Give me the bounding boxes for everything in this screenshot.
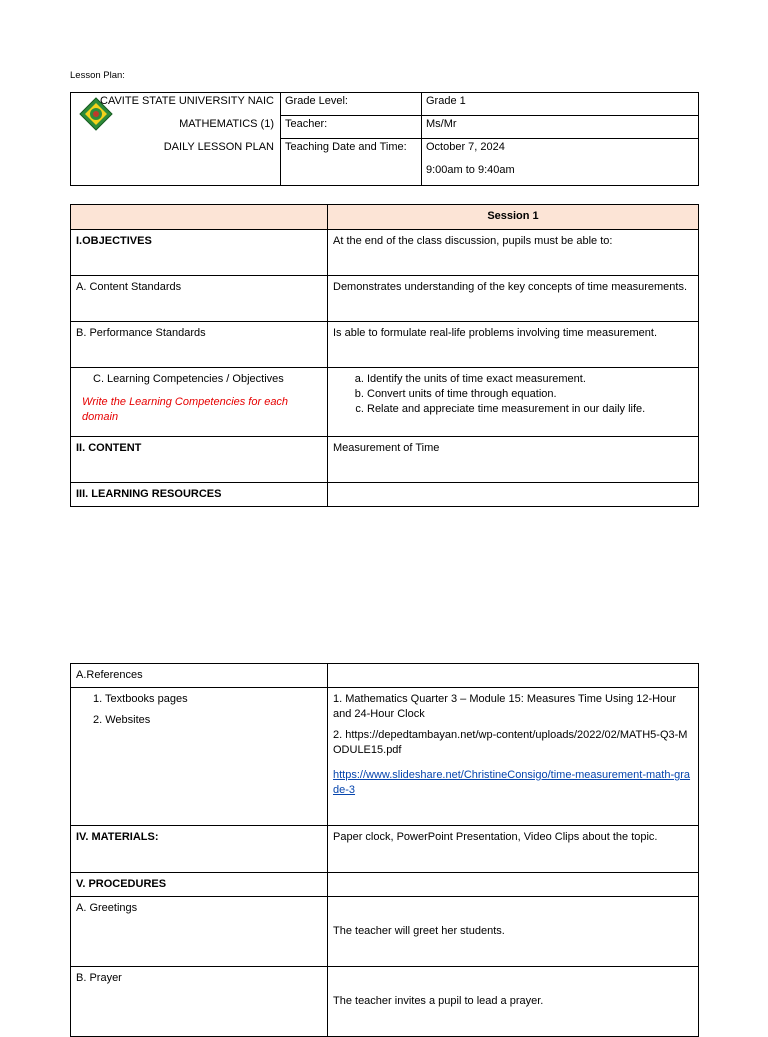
performance-standards-text: Is able to formulate real-life problems involving time measurement. [328,322,699,368]
reference-website-2-link[interactable]: https://www.slideshare.net/ChristineConsigo/time-measurement-math-grade-3 [333,769,691,796]
references-sources-cell [71,688,328,826]
greetings-label: A. Greetings [71,897,328,967]
session-header: Session 1 [328,205,699,230]
learning-resources-label: III. LEARNING RESOURCES [71,483,328,507]
header-school-cell [71,93,281,185]
list-item: a. Identify the units of time exact measurement. [367,372,693,387]
list-item: b. Convert units of time through equation. [367,387,693,402]
competencies-list [333,372,693,417]
university-name: CAVITE STATE UNIVERSITY NAIC [100,95,274,107]
session-corner-cell [71,205,328,230]
content-text: Measurement of Time [328,437,699,483]
teacher-label: Teacher: [285,118,328,130]
objectives-label: I.OBJECTIVES [71,230,328,276]
subject-name: MATHEMATICS (1) [179,118,274,130]
grade-level-value: Grade 1 [426,95,466,107]
references-list-cell [328,688,699,826]
teaching-date-label: Teaching Date and Time: [285,141,407,153]
prayer-label: B. Prayer [71,967,328,1037]
textbooks-label: 1. Textbooks pages [93,693,188,705]
header-label-column [280,93,422,185]
references-value [328,664,699,688]
materials-label: IV. MATERIALS: [71,826,328,873]
competencies-note: Write the Learning Competencies for each domain [82,396,289,423]
teaching-time-value: 9:00am to 9:40am [426,164,515,176]
header-table [70,92,699,186]
performance-standards-label: B. Performance Standards [71,322,328,368]
competencies-list-cell [328,368,699,437]
competencies-label: C. Learning Competencies / Objectives [93,373,284,385]
content-standards-text: Demonstrates understanding of the key concepts of time measurements. [328,276,699,322]
reference-textbook: 1. Mathematics Quarter 3 – Module 15: Measures Time Using 12-Hour and 24-Hour Clock [333,693,676,720]
references-label: A.References [71,664,328,688]
references-table [70,663,699,1037]
prayer-text: The teacher invites a pupil to lead a prayer. [328,967,699,1037]
greetings-text: The teacher will greet her students. [328,897,699,967]
learning-resources-value [328,483,699,507]
header-divider [280,115,698,116]
header-value-column [421,93,698,185]
competencies-cell [71,368,328,437]
procedures-label: V. PROCEDURES [71,873,328,897]
lesson-plan-table [70,204,699,507]
plan-type: DAILY LESSON PLAN [163,141,274,153]
grade-level-label: Grade Level: [285,95,348,107]
list-item: c. Relate and appreciate time measurement in our daily life. [367,402,693,417]
websites-label: 2. Websites [93,714,151,726]
content-label: II. CONTENT [71,437,328,483]
materials-text: Paper clock, PowerPoint Presentation, Video Clips about the topic. [328,826,699,873]
header-divider [280,138,698,139]
reference-website-1: 2. https://depedtambayan.net/wp-content/uploads/2022/02/MATH5-Q3-MODULE15.pdf [333,729,688,756]
objectives-text: At the end of the class discussion, pupils must be able to: [328,230,699,276]
procedures-value [328,873,699,897]
document-caption: Lesson Plan: [70,70,125,81]
content-standards-label: A. Content Standards [71,276,328,322]
teaching-date-value: October 7, 2024 [426,141,505,153]
teacher-value: Ms/Mr [426,118,457,130]
